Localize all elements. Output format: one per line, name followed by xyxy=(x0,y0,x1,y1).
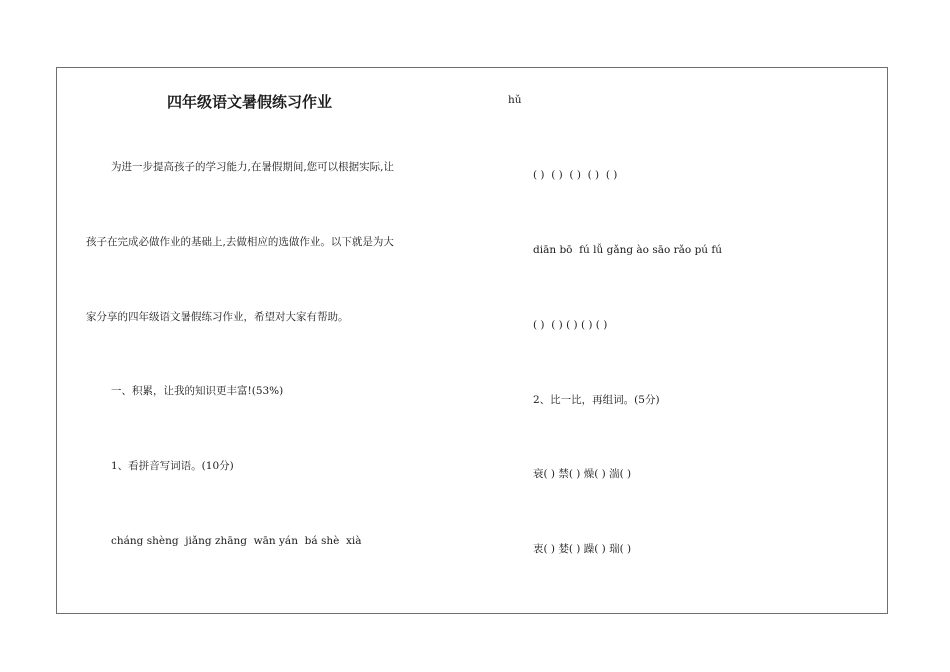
question-1-heading: 1、看拼音写词语。(10分) xyxy=(111,460,234,472)
blanks-row-2: ( ) ( ) ( ) ( ) ( ) xyxy=(533,319,608,331)
compare-row-1: 衰( ) 禁( ) 燥( ) 湍( ) xyxy=(533,468,632,480)
pinyin-row-1: cháng shèng jiǎng zhāng wān yán bá shè xià xyxy=(111,535,362,547)
document-title: 四年级语文暑假练习作业 xyxy=(167,93,333,111)
intro-line-1: 为进一步提高孩子的学习能力,在暑假期间,您可以根据实际,让 xyxy=(111,161,395,173)
intro-line-2: 孩子在完成必做作业的基础上,去做相应的选做作业。以下就是为大 xyxy=(86,236,394,248)
section-1-heading: 一、积累，让我的知识更丰富!(53%) xyxy=(111,385,284,397)
page-frame xyxy=(56,67,888,614)
compare-row-2: 衷( ) 婪( ) 躁( ) 瑞( ) xyxy=(533,543,632,555)
pinyin-row-2: diān bō fú lǚ gǎng ào sāo rǎo pú fú xyxy=(533,244,723,256)
blanks-row-1: ( ) ( ) ( ) ( ) ( ) xyxy=(533,169,618,181)
intro-line-3: 家分享的四年级语文暑假练习作业，希望对大家有帮助。 xyxy=(86,311,349,323)
pinyin-carryover: hǔ xyxy=(508,94,522,106)
question-2-heading: 2、比一比，再组词。(5分) xyxy=(533,394,660,406)
